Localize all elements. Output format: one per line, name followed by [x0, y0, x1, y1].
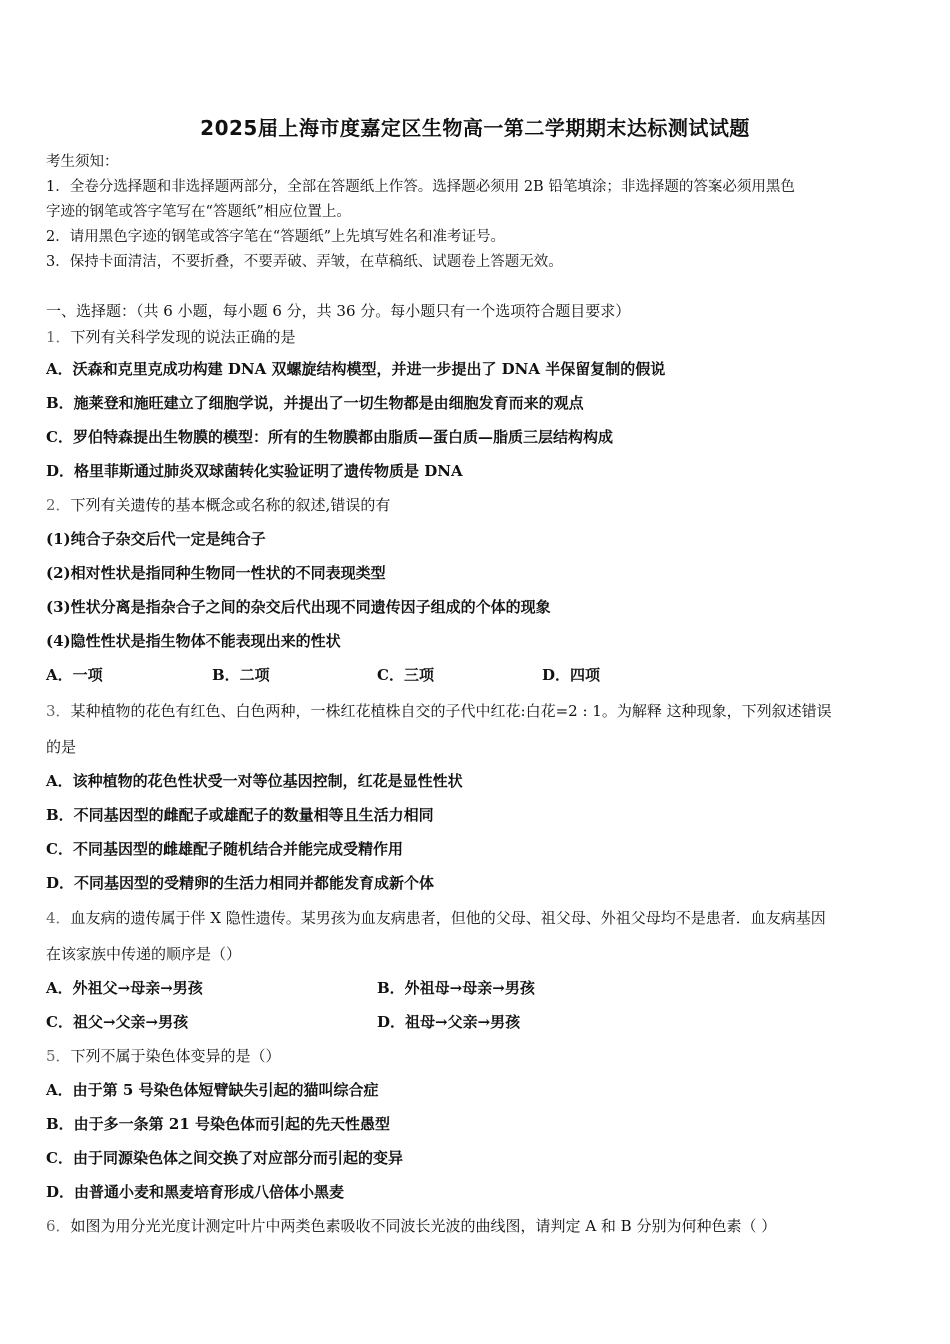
question-6 — [46, 1209, 911, 1243]
q5-option-b: B．由于多一条第 21 号染色体而引起的先天性愚型 — [46, 1115, 390, 1133]
q3-option-c: C．不同基因型的雌雄配子随机结合并能完成受精作用 — [46, 840, 403, 858]
notice-item-1b: 字迹的钢笔或答字笔写在“答题纸”相应位置上。 — [46, 204, 351, 220]
q1-option-d: D．格里菲斯通过肺炎双球菌转化实验证明了遗传物质是 DNA — [46, 462, 463, 480]
question-number: 6． — [46, 1217, 71, 1235]
q1-option-b: B．施莱登和施旺建立了细胞学说，并提出了一切生物都是由细胞发育而来的观点 — [46, 394, 584, 412]
question-2 — [46, 488, 911, 522]
question-1 — [46, 320, 911, 354]
q2-statement-4: (4)隐性性状是指生物体不能表现出来的性状 — [46, 632, 341, 650]
q2-option-d: D．四项 — [542, 666, 601, 684]
q2-option-a: A．一项 — [46, 666, 103, 684]
notice-item-3: 3．保持卡面清洁，不要折叠，不要弄破、弄皱，在草稿纸、试题卷上答题无效。 — [46, 254, 563, 270]
notice-item-1a: 1．全卷分选择题和非选择题两部分，全部在答题纸上作答。选择题必须用 2B 铅笔填涂；非选择题的答案必须用黑色 — [46, 179, 795, 195]
question-stem: 血友病的遗传属于伴 X 隐性遗传。某男孩为血友病患者，但他的父母、祖父母、外祖父母均不是患者．血友病基因 — [70, 909, 826, 927]
question-5 — [46, 1039, 911, 1073]
q5-option-c: C．由于同源染色体之间交换了对应部分而引起的变异 — [46, 1149, 403, 1167]
question-3 — [46, 694, 911, 728]
question-stem: 下列不属于染色体变异的是（） — [70, 1047, 281, 1065]
question-number: 3． — [46, 702, 71, 720]
notice-heading: 考生须知： — [46, 154, 119, 170]
question-3-cont: 的是 — [46, 738, 77, 756]
question-stem: 如图为用分光光度计测定叶片中两类色素吸收不同波长光波的曲线图，请判定 A 和 B 分别为何种色素（ ） — [70, 1217, 777, 1235]
q2-statement-1: (1)纯合子杂交后代一定是纯合子 — [46, 530, 266, 548]
q2-statement-2: (2)相对性状是指同种生物同一性状的不同表现类型 — [46, 564, 386, 582]
question-number: 1． — [46, 328, 71, 346]
q1-option-a: A．沃森和克里克成功构建 DNA 双螺旋结构模型，并进一步提出了 DNA 半保留复制的假说 — [46, 360, 666, 378]
question-stem: 某种植物的花色有红色、白色两种，一株红花植株自交的子代中红花:白花=2 : 1。为解释 这种现象，下列叙述错误 — [70, 702, 832, 720]
q4-option-a: A．外祖父→母亲→男孩 — [46, 979, 203, 997]
q5-option-d: D．由普通小麦和黑麦培育形成八倍体小黑麦 — [46, 1183, 345, 1201]
notice-item-2: 2．请用黑色字迹的钢笔或答字笔在“答题纸”上先填写姓名和准考证号。 — [46, 229, 506, 245]
q4-option-d: D．祖母→父亲→男孩 — [377, 1013, 521, 1031]
q2-statement-3: (3)性状分离是指杂合子之间的杂交后代出现不同遗传因子组成的个体的现象 — [46, 598, 551, 616]
q3-option-b: B．不同基因型的雌配子或雄配子的数量相等且生活力相同 — [46, 806, 434, 824]
question-number: 5． — [46, 1047, 71, 1065]
q3-option-a: A．该种植物的花色性状受一对等位基因控制，红花是显性性状 — [46, 772, 463, 790]
question-number: 2． — [46, 496, 71, 514]
section-heading: 一、选择题：（共 6 小题，每小题 6 分，共 36 分。每小题只有一个选项符合题目要求） — [46, 302, 631, 320]
question-number: 4． — [46, 909, 71, 927]
q3-option-d: D．不同基因型的受精卵的生活力相同并都能发育成新个体 — [46, 874, 435, 892]
q2-option-c: C．三项 — [377, 666, 434, 684]
page-title: 2025届上海市度嘉定区生物高一第二学期期末达标测试试题 — [200, 116, 750, 140]
q5-option-a: A．由于第 5 号染色体短臂缺失引起的猫叫综合症 — [46, 1081, 379, 1099]
question-stem: 下列有关科学发现的说法正确的是 — [70, 328, 296, 346]
q2-option-b: B．二项 — [212, 666, 270, 684]
q4-option-b: B．外祖母→母亲→男孩 — [377, 979, 535, 997]
question-stem: 下列有关遗传的基本概念或名称的叙述,错误的有 — [70, 496, 391, 514]
q1-option-c: C．罗伯特森提出生物膜的模型：所有的生物膜都由脂质—蛋白质—脂质三层结构构成 — [46, 428, 613, 446]
q4-option-c: C．祖父→父亲→男孩 — [46, 1013, 189, 1031]
question-4 — [46, 901, 911, 935]
question-4-cont: 在该家族中传递的顺序是（） — [46, 945, 242, 963]
